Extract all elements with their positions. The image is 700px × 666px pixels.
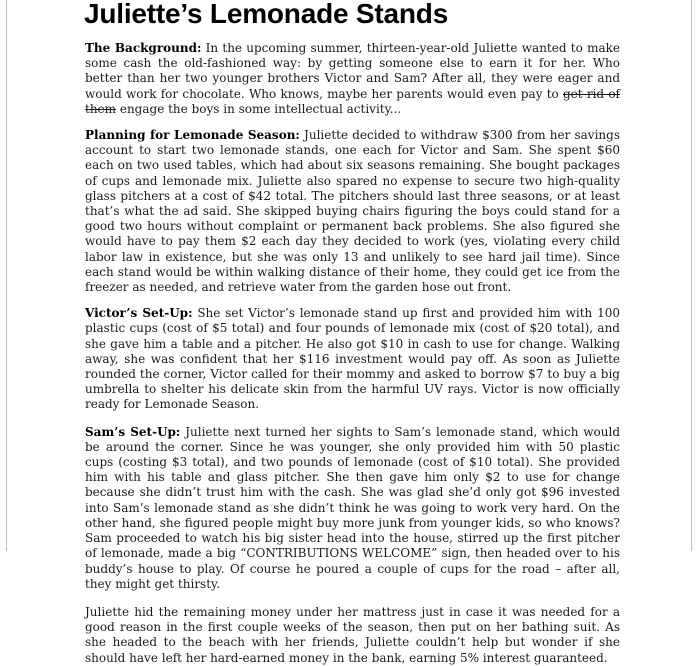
background-paragraph [85, 41, 620, 117]
victor-paragraph [85, 306, 620, 412]
background-text-before: In the upcoming summer, thirteen-year-old Juliette wanted to make some cash the old-fashioned way: by getting someone else to earn it for her. Who better than her two younger brothers Victor and Sam? After all, they were eager and would work for chocolate. Who knows, maybe her parents would even pay to [85, 41, 620, 101]
planning-paragraph [85, 128, 620, 295]
sam-paragraph [85, 425, 620, 592]
struck-through-text: get rid of them [85, 86, 620, 116]
background-text-after: engage the boys in some intellectual activity... [116, 101, 402, 116]
left-border-line [6, 0, 7, 551]
victor-heading: Victor’s Set-Up: [85, 306, 193, 321]
right-border-line [691, 0, 692, 551]
page-title: Juliette’s Lemonade Stands [84, 0, 449, 29]
background-heading: The Background: [85, 41, 202, 55]
closing-paragraph: Juliette hid the remaining money under her mattress just in case it was needed for a good reason in the first couple weeks of the season, then put on her bathing suit. As she headed to the beach with her friends, Juliette couldn’t help but wonder if she should have left her hard-earned money in the bank, earning 5% interest guaranteed. [85, 604, 620, 665]
victor-text: She set Victor’s lemonade stand up first and provided him with 100 plastic cups (cost of $5 total) and four pounds of lemonade mix (cost of $20 total), and she gave him a table and a pitcher. He also got $10 in cash to use for change. Walking away, she was confident that her $116 investment would pay off. As soon as Juliette rounded the corner, Victor called for their mommy and asked to borrow $7 to buy a big umbrella to shelter his delicate skin from the harmful UV rays. Victor is now officially ready for Lemonade Season. [85, 306, 621, 412]
document-body [85, 41, 620, 666]
sam-heading: Sam’s Set-Up: [85, 424, 181, 439]
planning-heading: Planning for Lemonade Season: [85, 128, 300, 143]
planning-text: Juliette decided to withdraw $300 from her savings account to start two lemonade stands, one each for Victor and Sam. She spent $60 each on two used tables, which had about six seasons remaining. She bought packages of cups and lemonade mix. Juliette also spared no expense to secure two high-quality glass pitchers at a cost of $42 total. The pitchers should last three seasons, or at least that’s what the ad said. She skipped buying chairs figuring the boys could stand for a good two hours without complaint or permanent back problems. She also figured she would have to pay them $2 each day they decided to work (yes, violating every child labor law in existence, but she was only 13 and unlikely to see hard jail time). Since each stand would be within walking distance of their home, they could get ice from the freezer as needed, and retrieve water from the garden hose out front. [85, 128, 620, 295]
sam-text: Juliette next turned her sights to Sam’s lemonade stand, which would be around the corner. Since he was younger, she only provided him with 50 plastic cups (costing $3 total), and two pounds of lemonade (cost of $10 total). She provided him with his table and glass pitcher. She then gave him only $2 to use for change because she didn’t trust him with the cash. She was glad she’d only got $96 invested into Sam’s lemonade stand as she didn’t think he was going to work very hard. On the other hand, she figured people might buy more junk from younger kids, so who knows? Sam proceeded to watch his big sister head into the house, stirred up the first pitcher of lemonade, made a big “CONTRIBUTIONS WELCOME” sign, then headed over to his buddy’s house to play. Of course he poured a couple of cups for the road – after all, they might get thirsty. [85, 424, 620, 591]
